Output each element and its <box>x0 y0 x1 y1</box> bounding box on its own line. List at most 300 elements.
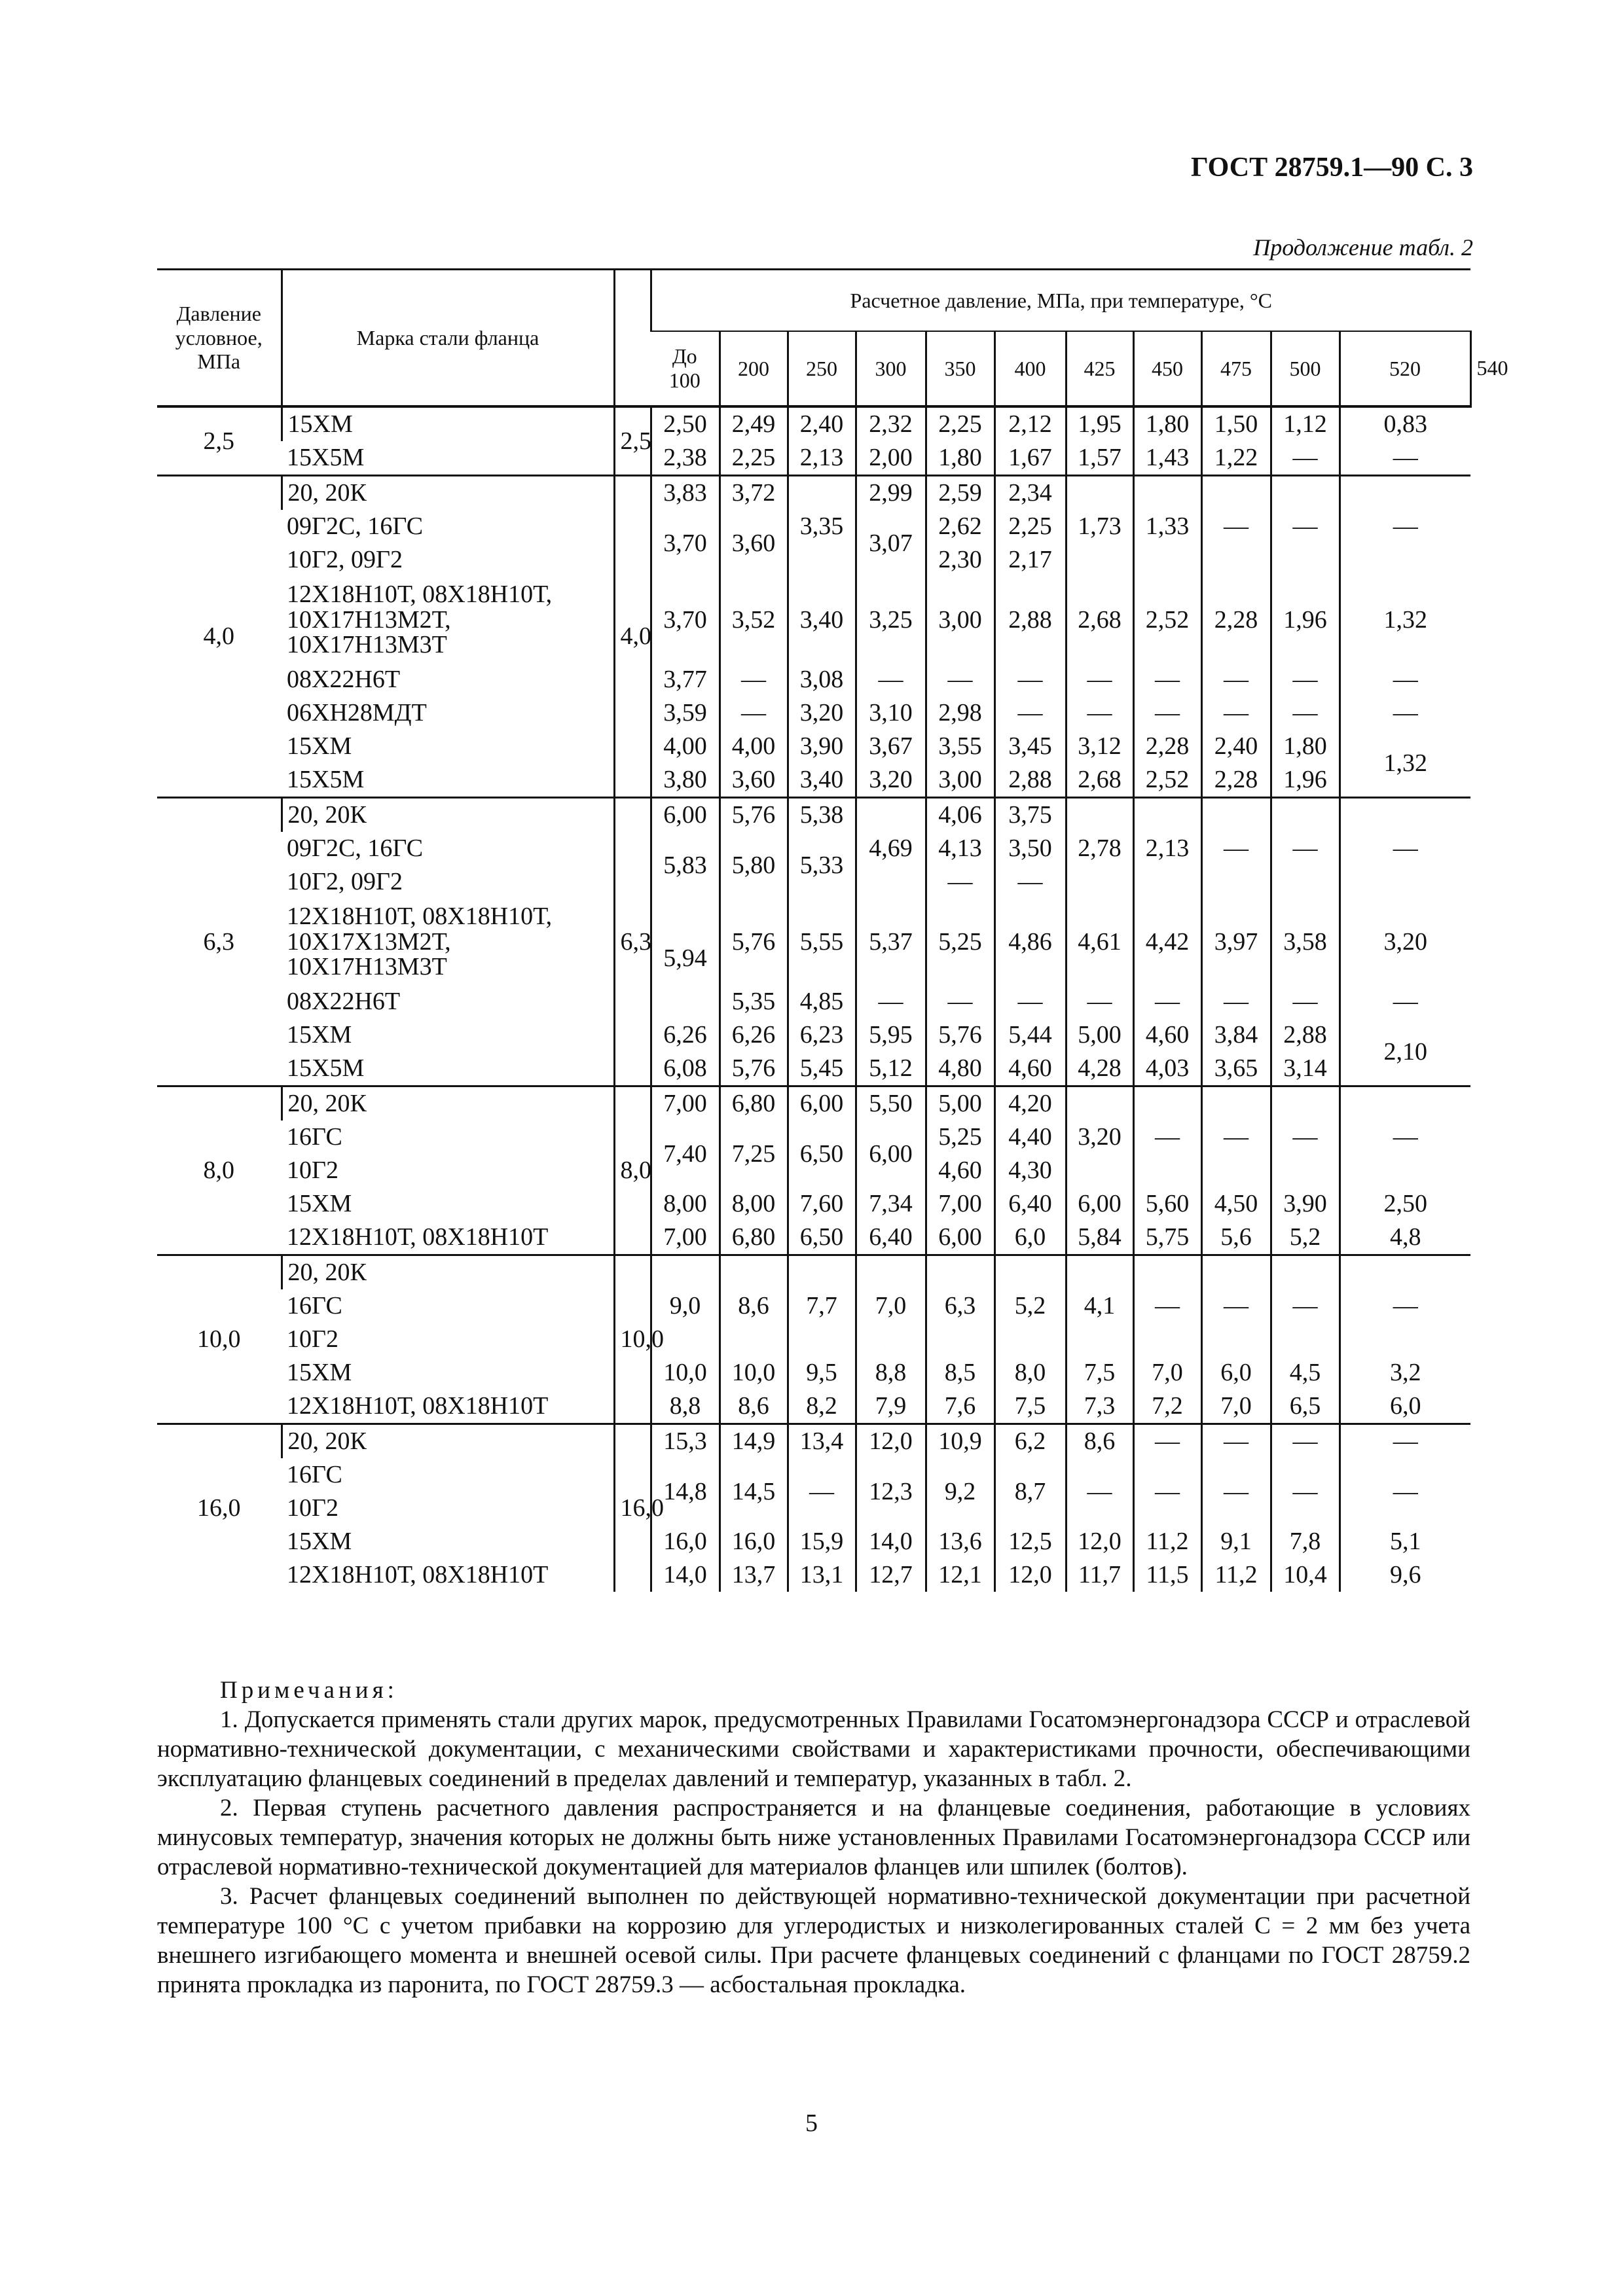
pressure-value-cell: — <box>1066 696 1133 730</box>
pressure-value-cell: 4,03 <box>1133 1052 1201 1086</box>
pressure-value-cell: 7,2 <box>1133 1390 1201 1424</box>
temp-header: До 100 <box>651 331 720 406</box>
pressure-value-cell: 9,6 <box>1340 1558 1470 1592</box>
pressure-value-cell: 8,6 <box>720 1390 788 1424</box>
pressure-value-cell: — <box>1133 1424 1201 1459</box>
temp-header: 200 <box>720 331 788 406</box>
steel-grade-cell: 16ГС <box>287 1292 342 1320</box>
pressure-value-cell: 3,10 <box>856 696 926 730</box>
temp-header: 350 <box>926 331 994 406</box>
pressure-value-cell: 1,96 <box>1271 577 1340 663</box>
pressure-value-cell: 7,6 <box>926 1390 994 1424</box>
steel-grade-cell: 12Х18Н10Т, 08Х18Н10Т <box>287 1223 549 1251</box>
steel-grade-cell: 15ХМ <box>287 1528 352 1556</box>
steel-grade-cell: 15Х5М <box>287 766 365 794</box>
pressure-value-cell: — <box>1133 1086 1201 1188</box>
nominal-pressure-cell: 2,5 <box>157 406 282 476</box>
header-spacer <box>614 270 651 407</box>
pressure-value-cell: 4,60 <box>1133 1018 1201 1052</box>
steel-grade-cell: 10Г2 <box>287 1325 338 1354</box>
pressure-value-cell: 3,20 <box>1340 899 1470 985</box>
pressure-value-cell: 3,58 <box>1271 899 1340 985</box>
pressure-value-cell: 4,5 <box>1271 1356 1340 1390</box>
pressure-value-cell: 5,44 <box>994 1018 1066 1052</box>
pressure-value-cell: 1,50 <box>1201 406 1271 441</box>
pressure-value-cell: 10,4 <box>1271 1558 1340 1592</box>
pressure-value-cell: 12,0 <box>1066 1525 1133 1558</box>
temp-header: 250 <box>788 331 856 406</box>
up-to-100-cell: 8,0 <box>614 1086 651 1255</box>
pressure-value-cell: 3,2 <box>1340 1356 1470 1390</box>
pressure-value-cell: 1,80 <box>926 441 994 476</box>
pressure-value-cell: 2,28 <box>1201 763 1271 798</box>
pressure-value-cell: 3,20 <box>788 696 856 730</box>
pressure-value-cell: 4,40 <box>994 1121 1066 1154</box>
table-row <box>157 1052 1470 1086</box>
nominal-pressure-cell: 4,0 <box>157 476 282 798</box>
pressure-value-cell: — <box>1271 1424 1340 1459</box>
table-row <box>157 1558 1470 1592</box>
pressure-value-cell: 6,0 <box>1201 1356 1271 1390</box>
pressure-value-cell: 4,60 <box>994 1052 1066 1086</box>
pressure-value-cell: 8,5 <box>926 1356 994 1390</box>
steel-grade-cell: 09Г2С, 16ГС <box>287 512 424 541</box>
pressure-value-cell: — <box>926 985 994 1018</box>
pressure-value-cell: 3,00 <box>926 577 994 663</box>
pressure-value-cell: — <box>720 663 788 696</box>
pressure-value-cell: 9,0 <box>651 1255 720 1357</box>
page-number: 5 <box>805 2109 818 2137</box>
pressure-value-cell: — <box>1201 1086 1271 1188</box>
pressure-value-cell: 2,30 <box>926 543 994 577</box>
pressure-value-cell: 16,0 <box>651 1525 720 1558</box>
pressure-value-cell: 1,67 <box>994 441 1066 476</box>
pressure-value-cell: 2,00 <box>856 441 926 476</box>
pressure-value-cell: 5,76 <box>926 1018 994 1052</box>
pressure-value-cell: 3,14 <box>1271 1052 1340 1086</box>
pressure-value-cell: 10,0 <box>651 1356 720 1390</box>
steel-grade-cell: 10Г2, 09Г2 <box>287 546 403 574</box>
pressure-value-cell: 2,13 <box>788 441 856 476</box>
pressure-value-cell: 1,22 <box>1201 441 1271 476</box>
pressure-value-cell: 8,2 <box>788 1390 856 1424</box>
table-row <box>157 476 1470 511</box>
table-row <box>157 1390 1470 1424</box>
pressure-value-cell: 2,78 <box>1066 798 1133 899</box>
pressure-value-cell: 15,3 <box>651 1424 720 1459</box>
table-row <box>157 696 1470 730</box>
nominal-pressure-cell: 10,0 <box>157 1255 282 1424</box>
note-3: 3. Расчет фланцевых соединений выполнен по действующей нормативно-технической документации при расчетной температуре 100 °С с учетом прибавки на коррозию для углеродистых и низколегированных сталей C = 2 мм без учета внешнего изгибающего момента и внешней осевой силы. При расчете фланцевых соединений с фланцами по ГОСТ 28759.2 принята прокладка из паронита, по ГОСТ 28759.3 — асбостальная прокладка. <box>157 1883 1470 1998</box>
table-row <box>157 1255 1470 1290</box>
pressure-value-cell: 9,1 <box>1201 1525 1271 1558</box>
pressure-value-cell: 6,40 <box>856 1221 926 1255</box>
pressure-value-cell: 5,37 <box>856 899 926 985</box>
pressure-value-cell: 13,4 <box>788 1424 856 1459</box>
pressure-value-cell: — <box>926 663 994 696</box>
pressure-value-cell: 4,42 <box>1133 899 1201 985</box>
pressure-value-cell: 1,12 <box>1271 406 1340 441</box>
notes-section <box>157 1676 1470 2000</box>
pressure-value-cell: 3,65 <box>1201 1052 1271 1086</box>
steel-grade-cell: 16ГС <box>287 1123 342 1151</box>
pressure-value-cell: 5,2 <box>994 1255 1066 1357</box>
pressure-value-cell: 3,70 <box>651 510 720 577</box>
pressure-value-cell: 2,68 <box>1066 763 1133 798</box>
pressure-value-cell: 1,43 <box>1133 441 1201 476</box>
pressure-value-cell: — <box>1340 798 1470 899</box>
pressure-value-cell: 7,3 <box>1066 1390 1133 1424</box>
pressure-value-cell: 3,80 <box>651 763 720 798</box>
pressure-value-cell: 3,50 <box>994 832 1066 865</box>
pressure-value-cell: 13,7 <box>720 1558 788 1592</box>
pressure-value-cell: — <box>1201 476 1271 577</box>
temp-header: 500 <box>1271 331 1340 406</box>
pressure-value-cell: 12,3 <box>856 1458 926 1525</box>
pressure-value-cell: 3,35 <box>788 476 856 577</box>
pressure-value-cell: 4,00 <box>720 730 788 763</box>
pressure-value-cell: — <box>1271 1086 1340 1188</box>
pressure-value-cell: 6,80 <box>720 1086 788 1121</box>
pressure-value-cell: 6,00 <box>651 798 720 833</box>
pressure-value-cell: — <box>1271 476 1340 577</box>
pressure-value-cell: — <box>1201 696 1271 730</box>
pressure-value-cell: 8,00 <box>720 1187 788 1221</box>
pressure-value-cell: 8,0 <box>994 1356 1066 1390</box>
table-row <box>157 663 1470 696</box>
steel-grade-cell: 08Х22Н6Т <box>287 666 401 694</box>
pressure-value-cell: 7,5 <box>994 1390 1066 1424</box>
pressure-value-cell: 2,52 <box>1133 763 1201 798</box>
pressure-value-cell: — <box>1340 476 1470 577</box>
pressure-value-cell: 7,0 <box>856 1255 926 1357</box>
note-2: 2. Первая ступень расчетного давления распространяется и на фланцевые соединения, работающие в условиях минусовых температур, значения которых не должны быть ниже установленных Правилами Госатомэнергонадзора СССР или отраслевой нормативно-технической документацией для материалов фланцев или шпилек (болтов). <box>157 1795 1470 1880</box>
pressure-value-cell: 3,84 <box>1201 1018 1271 1052</box>
pressure-table: Давление условное, МПа Марка стали фланца Расчетное давление, МПа, при температуре, °С До 100 200 250 300 350 400 425 450 475 500 520 540 2,5 15ХМ 2,5 2,50 2,49 2,40 2,32 2,25 2,12 1,95 1,80 1,50 1,12 0,83 15Х5М 2,38 2,25 2,13 2,00 1,80 1,67 1,57 1,43 1,22 — — 4,0 20, 20К 4,0 3,83 3,72 3,35 2,99 2,59 2,34 1,73 1,33 — — — 09Г2С, 16ГС 3,70 3,60 3,07 2,62 2,25 10Г2, 09Г2 2,30 2,17 12Х18Н10Т, 08Х18Н10Т, 10Х17Н13М2Т, 10Х17Н13М3Т 3,70 3,52 3,40 3,25 3,00 2,88 2,68 2,52 2,28 1,96 1,32 08Х22Н6Т 3,77 — 3,08 — — — — — — — — 06ХН28МДТ 3,59 — 3,20 3,10 2,98 — — — — — — 15ХМ 4,00 4,00 3,90 3,67 3,55 3,45 3,12 2,28 2,40 1,80 1,32 15Х5М 3,80 3,60 3,40 3,20 3,00 2,88 2,68 2,52 2,28 1,96 6,3 20, 20К 6,3 6,00 5,76 5,38 4,69 4,06 3,75 2,78 2,13 — — — 09Г2С, 16ГС 5,83 5,80 5,33 4,13 3,50 10Г2, 09Г2 — — 12Х18Н10Т, 08Х18Н10Т, 10Х17Х13М2Т, 10Х17Н13М3Т 5,94 5,76 5,55 5,37 5,25 4,86 4,61 4,42 3,97 3,58 3,20 08Х22Н6Т 5,35 4,85 — — — — — — — — 15ХМ 6,26 6,26 6,23 5,95 5,76 5,44 5,00 4,60 3,84 2,88 2,10 15Х5М 6,08 5,76 5,45 5,12 4,80 4,60 4,28 4,03 3,65 3,14 8,0 20, 20К 8,0 7,00 6,80 6,00 5,50 5,00 4,20 3,20 — — — — 16ГС 7,40 7,25 6,50 6,00 5,25 4,40 10Г2 4,60 4,30 15ХМ 8,00 8,00 7,60 7,34 7,00 6,40 6,00 5,60 4,50 3,90 2,50 12Х18Н10Т, 08Х18Н10Т 7,00 6,80 6,50 6,40 6,00 6,0 5,84 5,75 5,6 5,2 4,8 10,0 20, 20К 10,0 9,0 8,6 7,7 7,0 6,3 5,2 4,1 — — — — 16ГС 10Г2 15ХМ 10,0 10,0 9,5 8,8 8,5 8,0 7,5 7,0 6,0 4,5 3,2 12Х18Н10Т, 08Х18Н10Т 8,8 8,6 8,2 7,9 7,6 7,5 7,3 7,2 7,0 6,5 6,0 16,0 20, 20К 16,0 15,3 14,9 13,4 12,0 10,9 6,2 8,6 — — — — 16ГС 14,8 14,5 — 12,3 9,2 8,7 — — — — — 10Г2 15ХМ 16,0 16,0 15,9 14,0 13,6 12,5 12,0 11,2 9,1 7,8 5,1 12Х18Н10Т, 08Х18Н10Т 14,0 13,7 13,1 12,7 12,1 12,0 11,7 11,5 11,2 10,4 9,6 <box>157 268 1470 1592</box>
pressure-value-cell: 6,00 <box>788 1086 856 1121</box>
steel-grade-cell: 12Х18Н10Т, 08Х18Н10Т <box>287 1561 549 1589</box>
pressure-value-cell: — <box>994 663 1066 696</box>
pressure-value-cell: 3,00 <box>926 763 994 798</box>
pressure-value-cell: 6,26 <box>720 1018 788 1052</box>
pressure-value-cell: — <box>856 985 926 1018</box>
pressure-value-cell: 1,73 <box>1066 476 1133 577</box>
table-row <box>157 1018 1470 1052</box>
pressure-value-cell: — <box>1340 1086 1470 1188</box>
pressure-value-cell: 3,08 <box>788 663 856 696</box>
table-continuation-label: Продолжение табл. 2 <box>1253 234 1473 260</box>
pressure-value-cell: 3,75 <box>994 798 1066 833</box>
nominal-pressure-cell: 8,0 <box>157 1086 282 1255</box>
pressure-value-cell: 6,26 <box>651 1018 720 1052</box>
pressure-value-cell: 2,88 <box>994 763 1066 798</box>
pressure-value-cell: 2,32 <box>856 406 926 441</box>
steel-grade-cell: 12Х18Н10Т, 08Х18Н10Т, 10Х17Х13М2Т, 10Х17Н13М3Т <box>287 902 553 981</box>
pressure-value-cell: 6,0 <box>994 1221 1066 1255</box>
pressure-value-cell: 2,28 <box>1201 577 1271 663</box>
pressure-value-cell: 2,10 <box>1340 1018 1470 1086</box>
pressure-value-cell: 3,25 <box>856 577 926 663</box>
pressure-value-cell: 8,00 <box>651 1187 720 1221</box>
pressure-value-cell: — <box>1271 441 1340 476</box>
pressure-value-cell: — <box>1066 663 1133 696</box>
table-row <box>157 406 1470 441</box>
pressure-value-cell: 2,28 <box>1133 730 1201 763</box>
pressure-value-cell: — <box>994 865 1066 899</box>
pressure-value-cell: — <box>720 696 788 730</box>
pressure-value-cell: 2,49 <box>720 406 788 441</box>
pressure-value-cell: 5,76 <box>720 899 788 985</box>
pressure-value-cell: 7,0 <box>1133 1356 1201 1390</box>
table-row <box>157 1424 1470 1459</box>
pressure-value-cell: 4,80 <box>926 1052 994 1086</box>
pressure-value-cell: 5,83 <box>651 832 720 899</box>
pressure-value-cell: 2,62 <box>926 510 994 543</box>
pressure-value-cell: 2,17 <box>994 543 1066 577</box>
steel-grade-cell: 15ХМ <box>287 1359 352 1387</box>
pressure-value-cell: 5,2 <box>1271 1221 1340 1255</box>
pressure-value-cell: 2,52 <box>1133 577 1201 663</box>
pressure-value-cell: 6,50 <box>788 1121 856 1187</box>
pressure-value-cell: 6,0 <box>1340 1390 1470 1424</box>
pressure-value-cell: 4,86 <box>994 899 1066 985</box>
pressure-value-cell: 2,98 <box>926 696 994 730</box>
pressure-value-cell: 1,96 <box>1271 763 1340 798</box>
pressure-value-cell: — <box>926 865 994 899</box>
steel-grade-cell: 10Г2, 09Г2 <box>287 868 403 896</box>
pressure-value-cell: 2,68 <box>1066 577 1133 663</box>
pressure-value-cell: 5,55 <box>788 899 856 985</box>
temp-header: 520 <box>1340 331 1470 406</box>
table-row <box>157 985 1470 1018</box>
steel-grade-cell: 12Х18Н10Т, 08Х18Н10Т <box>287 1392 549 1420</box>
pressure-value-cell: 4,1 <box>1066 1255 1133 1357</box>
pressure-value-cell: 12,1 <box>926 1558 994 1592</box>
pressure-value-cell: 8,8 <box>651 1390 720 1424</box>
pressure-value-cell: 6,23 <box>788 1018 856 1052</box>
temp-header: 475 <box>1201 331 1271 406</box>
pressure-value-cell: 5,84 <box>1066 1221 1133 1255</box>
pressure-value-cell: 3,77 <box>651 663 720 696</box>
pressure-value-cell: 6,00 <box>926 1221 994 1255</box>
pressure-value-cell: 4,50 <box>1201 1187 1271 1221</box>
up-to-100-cell: 4,0 <box>614 476 651 798</box>
pressure-value-cell: 2,25 <box>994 510 1066 543</box>
pressure-value-cell: 3,07 <box>856 510 926 577</box>
pressure-value-cell: 8,7 <box>994 1458 1066 1525</box>
pressure-value-cell: 1,33 <box>1133 476 1201 577</box>
pressure-value-cell: — <box>1340 985 1470 1018</box>
pressure-value-cell: — <box>1340 696 1470 730</box>
pressure-value-cell: — <box>1271 663 1340 696</box>
pressure-value-cell: 5,50 <box>856 1086 926 1121</box>
pressure-value-cell: 7,60 <box>788 1187 856 1221</box>
pressure-value-cell: 6,50 <box>788 1221 856 1255</box>
pressure-value-cell: 3,60 <box>720 763 788 798</box>
pressure-value-cell: — <box>1201 798 1271 899</box>
pressure-value-cell: 1,80 <box>1271 730 1340 763</box>
pressure-value-cell: 5,95 <box>856 1018 926 1052</box>
pressure-value-cell: 4,13 <box>926 832 994 865</box>
nominal-pressure-cell: 16,0 <box>157 1424 282 1592</box>
pressure-value-cell: 14,5 <box>720 1458 788 1525</box>
table-row <box>157 730 1470 763</box>
pressure-value-cell: 5,76 <box>720 1052 788 1086</box>
pressure-value-cell: 3,55 <box>926 730 994 763</box>
pressure-value-cell: 3,83 <box>651 476 720 511</box>
pressure-value-cell: 5,60 <box>1133 1187 1201 1221</box>
pressure-value-cell: 3,20 <box>856 763 926 798</box>
pressure-value-cell: 4,20 <box>994 1086 1066 1121</box>
pressure-value-cell: 4,00 <box>651 730 720 763</box>
up-to-100-cell: 2,5 <box>614 406 651 476</box>
steel-grade-cell: 15ХМ <box>287 1190 352 1218</box>
pressure-value-cell: 7,40 <box>651 1121 720 1187</box>
pressure-value-cell: 2,34 <box>994 476 1066 511</box>
pressure-value-cell: 2,38 <box>651 441 720 476</box>
pressure-value-cell: — <box>1340 663 1470 696</box>
steel-grade-cell: 16ГС <box>287 1461 342 1489</box>
pressure-value-cell: 14,0 <box>651 1558 720 1592</box>
pressure-value-cell: — <box>1271 985 1340 1018</box>
pressure-value-cell: 4,69 <box>856 798 926 899</box>
pressure-value-cell: — <box>1340 441 1470 476</box>
steel-grade-cell: 15ХМ <box>287 732 352 761</box>
pressure-value-cell: 2,25 <box>720 441 788 476</box>
pressure-value-cell: 5,38 <box>788 798 856 833</box>
pressure-value-cell: 1,32 <box>1340 730 1470 798</box>
pressure-value-cell: 6,80 <box>720 1221 788 1255</box>
pressure-value-cell: 12,7 <box>856 1558 926 1592</box>
steel-grade-cell: 20, 20К <box>282 476 614 511</box>
pressure-value-cell: — <box>1133 663 1201 696</box>
table-row <box>157 577 1470 663</box>
pressure-value-cell: 6,00 <box>1066 1187 1133 1221</box>
pressure-value-cell: 6,2 <box>994 1424 1066 1459</box>
pressure-value-cell: 3,60 <box>720 510 788 577</box>
pressure-value-cell: 5,6 <box>1201 1221 1271 1255</box>
pressure-value-cell: 2,25 <box>926 406 994 441</box>
steel-grade-cell: 10Г2 <box>287 1157 338 1185</box>
table-row <box>157 798 1470 833</box>
steel-grade-cell: 15Х5М <box>287 1054 365 1083</box>
steel-grade-cell: 20, 20К <box>282 1255 614 1290</box>
pressure-value-cell: 11,5 <box>1133 1558 1201 1592</box>
table-row <box>157 1221 1470 1255</box>
pressure-value-cell: 4,61 <box>1066 899 1133 985</box>
temp-header: 300 <box>856 331 926 406</box>
pressure-value-cell: 1,80 <box>1133 406 1201 441</box>
pressure-value-cell: 10,0 <box>720 1356 788 1390</box>
pressure-value-cell: 7,00 <box>651 1086 720 1121</box>
pressure-value-cell: — <box>1066 985 1133 1018</box>
steel-grade-cell: 20, 20К <box>282 798 614 833</box>
pressure-value-cell: 3,97 <box>1201 899 1271 985</box>
temp-header: 450 <box>1133 331 1201 406</box>
pressure-value-cell: 16,0 <box>720 1525 788 1558</box>
table-row <box>157 1525 1470 1558</box>
steel-grade-cell: 20, 20К <box>282 1424 614 1459</box>
pressure-value-cell: 2,12 <box>994 406 1066 441</box>
pressure-value-cell: 5,25 <box>926 899 994 985</box>
pressure-value-cell: — <box>1133 1458 1201 1525</box>
pressure-value-cell: — <box>1201 1424 1271 1459</box>
pressure-value-cell: 8,6 <box>720 1255 788 1357</box>
pressure-value-cell: 9,2 <box>926 1458 994 1525</box>
pressure-value-cell: — <box>1201 663 1271 696</box>
pressure-value-cell: 7,8 <box>1271 1525 1340 1558</box>
pressure-value-cell: — <box>1340 1424 1470 1459</box>
pressure-value-cell: 15,9 <box>788 1525 856 1558</box>
pressure-value-cell: 12,0 <box>856 1424 926 1459</box>
pressure-value-cell: 13,1 <box>788 1558 856 1592</box>
pressure-value-cell: 7,7 <box>788 1255 856 1357</box>
pressure-value-cell: 2,13 <box>1133 798 1201 899</box>
pressure-value-cell: 14,8 <box>651 1458 720 1525</box>
pressure-value-cell: — <box>1340 1255 1470 1357</box>
pressure-value-cell: — <box>1271 1458 1340 1525</box>
pressure-value-cell: 5,75 <box>1133 1221 1201 1255</box>
pressure-value-cell: 7,00 <box>926 1187 994 1221</box>
pressure-value-cell: 4,06 <box>926 798 994 833</box>
steel-grade-cell: 15ХМ <box>287 1021 352 1049</box>
pressure-value-cell: 14,0 <box>856 1525 926 1558</box>
pressure-value-cell: — <box>1271 1255 1340 1357</box>
steel-grade-cell: 09Г2С, 16ГС <box>287 834 424 863</box>
up-to-100-cell: 10,0 <box>614 1255 651 1424</box>
pressure-value-cell: — <box>856 663 926 696</box>
pressure-value-cell: 5,94 <box>651 899 720 1018</box>
pressure-value-cell: 3,52 <box>720 577 788 663</box>
pressure-value-cell: — <box>1201 985 1271 1018</box>
pressure-value-cell: 4,8 <box>1340 1221 1470 1255</box>
pressure-value-cell: 2,59 <box>926 476 994 511</box>
pressure-value-cell: 12,0 <box>994 1558 1066 1592</box>
pressure-value-cell: 6,40 <box>994 1187 1066 1221</box>
pressure-value-cell: 3,70 <box>651 577 720 663</box>
pressure-value-cell: 7,9 <box>856 1390 926 1424</box>
pressure-value-cell: 3,20 <box>1066 1086 1133 1188</box>
pressure-value-cell: 8,8 <box>856 1356 926 1390</box>
table-row <box>157 1086 1470 1121</box>
header-steel-grade: Марка стали фланца <box>282 270 614 407</box>
pressure-value-cell: 5,76 <box>720 798 788 833</box>
pressure-value-cell: 1,32 <box>1340 577 1470 663</box>
pressure-value-cell: 13,6 <box>926 1525 994 1558</box>
notes-title: Примечания: <box>220 1677 398 1704</box>
pressure-value-cell: 6,3 <box>926 1255 994 1357</box>
pressure-value-cell: 0,83 <box>1340 406 1470 441</box>
table-row <box>157 1458 1470 1492</box>
pressure-value-cell: 3,12 <box>1066 730 1133 763</box>
steel-grade-cell: 06ХН28МДТ <box>287 699 427 727</box>
pressure-value-cell: 5,00 <box>1066 1018 1133 1052</box>
note-1: 1. Допускается применять стали других марок, предусмотренных Правилами Госатомэнергонадзора СССР и отраслевой нормативно-технической документации, с механическими свойствами и характеристиками прочности, обеспечивающими эксплуатацию фланцевых соединений в пределах давлений и температур, указанных в табл. 2. <box>157 1706 1470 1792</box>
pressure-value-cell: 7,25 <box>720 1121 788 1187</box>
up-to-100-cell: 6,3 <box>614 798 651 1086</box>
table-row <box>157 1356 1470 1390</box>
pressure-value-cell: 7,5 <box>1066 1356 1133 1390</box>
pressure-value-cell: 3,40 <box>788 577 856 663</box>
pressure-value-cell: 5,45 <box>788 1052 856 1086</box>
pressure-value-cell: 5,12 <box>856 1052 926 1086</box>
pressure-value-cell: 4,28 <box>1066 1052 1133 1086</box>
pressure-value-cell: 3,90 <box>788 730 856 763</box>
pressure-value-cell: — <box>1271 696 1340 730</box>
pressure-value-cell: — <box>1201 1458 1271 1525</box>
steel-grade-cell: 12Х18Н10Т, 08Х18Н10Т, 10Х17Н13М2Т, 10Х17Н13М3Т <box>287 580 553 659</box>
pressure-value-cell: 6,08 <box>651 1052 720 1086</box>
